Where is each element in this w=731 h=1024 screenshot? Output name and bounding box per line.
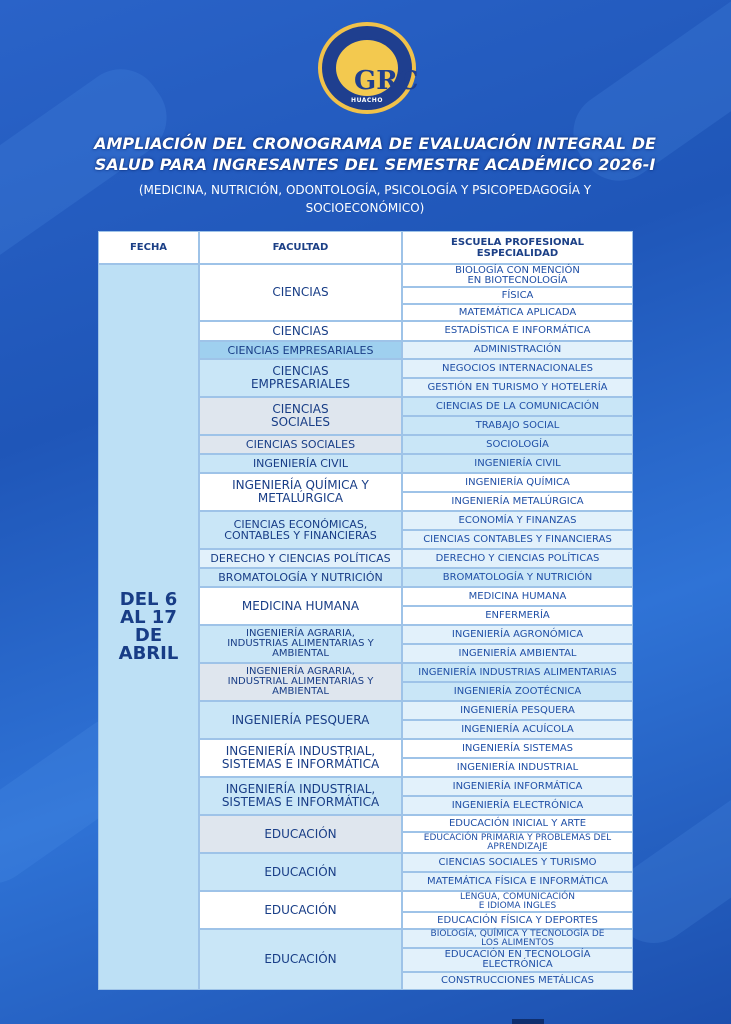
escuela-cell: MEDICINA HUMANA [402,587,633,606]
facultad-cell: INGENIERÍA AGRARIA, INDUSTRIAL ALIMENTARIAS Y AMBIENTAL [199,663,402,701]
fecha-cell: DEL 6 AL 17 DE ABRIL [98,264,199,990]
escuela-cell: INGENIERÍA SISTEMAS [402,739,633,758]
facultad-cell: EDUCACIÓN [199,853,402,891]
facultad-cell: EDUCACIÓN [199,891,402,929]
escuela-cell: INGENIERÍA ZOOTÉCNICA [402,682,633,701]
escuela-cell: TRABAJO SOCIAL [402,416,633,435]
header-fecha: FECHA [98,231,199,264]
facultad-cell: CIENCIAS SOCIALES [199,397,402,435]
escuela-cell: ESTADÍSTICA E INFORMÁTICA [402,321,633,341]
escuela-cell: ENFERMERÍA [402,606,633,625]
escuela-cell: INGENIERÍA METALÚRGICA [402,492,633,511]
facultad-cell: CIENCIAS [199,321,402,341]
escuela-cell: ADMINISTRACIÓN [402,341,633,359]
escuela-cell: INGENIERÍA CIVIL [402,454,633,473]
facultad-cell: INGENIERÍA INDUSTRIAL, SISTEMAS E INFORMÁTICA [199,739,402,777]
escuela-cell: CONSTRUCCIONES METÁLICAS [402,972,633,990]
escuela-cell: SOCIOLOGÍA [402,435,633,454]
escuela-cell: CIENCIAS SOCIALES Y TURISMO [402,853,633,872]
escuela-cell: ECONOMÍA Y FINANZAS [402,511,633,530]
schedule-table [98,231,633,990]
facultad-cell: INGENIERÍA AGRARIA, INDUSTRIAS ALIMENTARIAS Y AMBIENTAL [199,625,402,663]
escuela-cell: INGENIERÍA INFORMÁTICA [402,777,633,796]
escuela-cell: INGENIERÍA AMBIENTAL [402,644,633,663]
escuela-cell: INGENIERÍA INDUSTRIAL [402,758,633,777]
facultad-cell: BROMATOLOGÍA Y NUTRICIÓN [199,568,402,587]
escuela-cell: INGENIERÍA INDUSTRIAS ALIMENTARIAS [402,663,633,682]
escuela-cell: EDUCACIÓN FÍSICA Y DEPORTES [402,912,633,929]
escuela-cell: LENGUA, COMUNICACIÓN E IDIOMA INGLES [402,891,633,912]
escuela-cell: EDUCACIÓN EN TECNOLOGÍA ELECTRÓNICA [402,948,633,972]
facultad-cell: CIENCIAS ECONÓMICAS, CONTABLES Y FINANCIERAS [199,511,402,549]
page-title: AMPLIACIÓN DEL CRONOGRAMA DE EVALUACIÓN INTEGRAL DE SALUD PARA INGRESANTES DEL SEMESTRE ACADÉMICO 2026-I [94,134,656,174]
logo-seal-text: GRC [354,66,419,96]
escuela-cell: INGENIERÍA AGRONÓMICA [402,625,633,644]
escuela-cell: BIOLOGÍA, QUÍMICA Y TECNOLOGÍA DE LOS ALIMENTOS [402,929,633,948]
escuela-cell: EDUCACIÓN INICIAL Y ARTE [402,815,633,832]
escuela-cell: MATEMÁTICA APLICADA [402,304,633,321]
logo-ring-text: HUACHO [351,97,383,104]
facultad-cell: CIENCIAS EMPRESARIALES [199,359,402,397]
escuela-cell: NEGOCIOS INTERNACIONALES [402,359,633,378]
page-subtitle: (MEDICINA, NUTRICIÓN, ODONTOLOGÍA, PSICOLOGÍA Y PSICOPEDAGOGÍA Y SOCIOECONÓMICO) [138,183,592,215]
university-logo [318,22,419,114]
header-facultad: FACULTAD [199,231,402,264]
escuela-cell: CIENCIAS DE LA COMUNICACIÓN [402,397,633,416]
facultad-cell: MEDICINA HUMANA [199,587,402,625]
escuela-cell: INGENIERÍA ACUÍCOLA [402,720,633,739]
escuela-cell: FÍSICA [402,287,633,304]
escuela-cell: DERECHO Y CIENCIAS POLÍTICAS [402,549,633,568]
escuela-cell: MATEMÁTICA FÍSICA E INFORMÁTICA [402,872,633,891]
escuela-cell: BROMATOLOGÍA Y NUTRICIÓN [402,568,633,587]
facultad-cell: INGENIERÍA INDUSTRIAL, SISTEMAS E INFORMÁTICA [199,777,402,815]
escuela-cell: EDUCACIÓN PRIMARIA Y PROBLEMAS DEL APRENDIZAJE [402,832,633,853]
facultad-cell: INGENIERÍA PESQUERA [199,701,402,739]
facultad-cell: INGENIERÍA CIVIL [199,454,402,473]
facultad-cell: EDUCACIÓN [199,929,402,990]
facultad-cell: DERECHO Y CIENCIAS POLÍTICAS [199,549,402,568]
facultad-cell: CIENCIAS EMPRESARIALES [199,341,402,359]
escuela-cell: INGENIERÍA ELECTRÓNICA [402,796,633,815]
escuela-cell: INGENIERÍA QUÍMICA [402,473,633,492]
facultad-cell: CIENCIAS SOCIALES [199,435,402,454]
escuela-cell: CIENCIAS CONTABLES Y FINANCIERAS [402,530,633,549]
bottom-indicator [512,1019,544,1024]
escuela-cell: BIOLOGÍA CON MENCIÓN EN BIOTECNOLOGÍA [402,264,633,287]
header-escuela: ESCUELA PROFESIONAL ESPECIALIDAD [402,231,633,264]
escuela-cell: GESTIÓN EN TURISMO Y HOTELERÍA [402,378,633,397]
logo-seal-icon [334,38,419,98]
escuela-cell: INGENIERÍA PESQUERA [402,701,633,720]
facultad-cell: INGENIERÍA QUÍMICA Y METALÚRGICA [199,473,402,511]
facultad-cell: CIENCIAS [199,264,402,321]
facultad-cell: EDUCACIÓN [199,815,402,853]
